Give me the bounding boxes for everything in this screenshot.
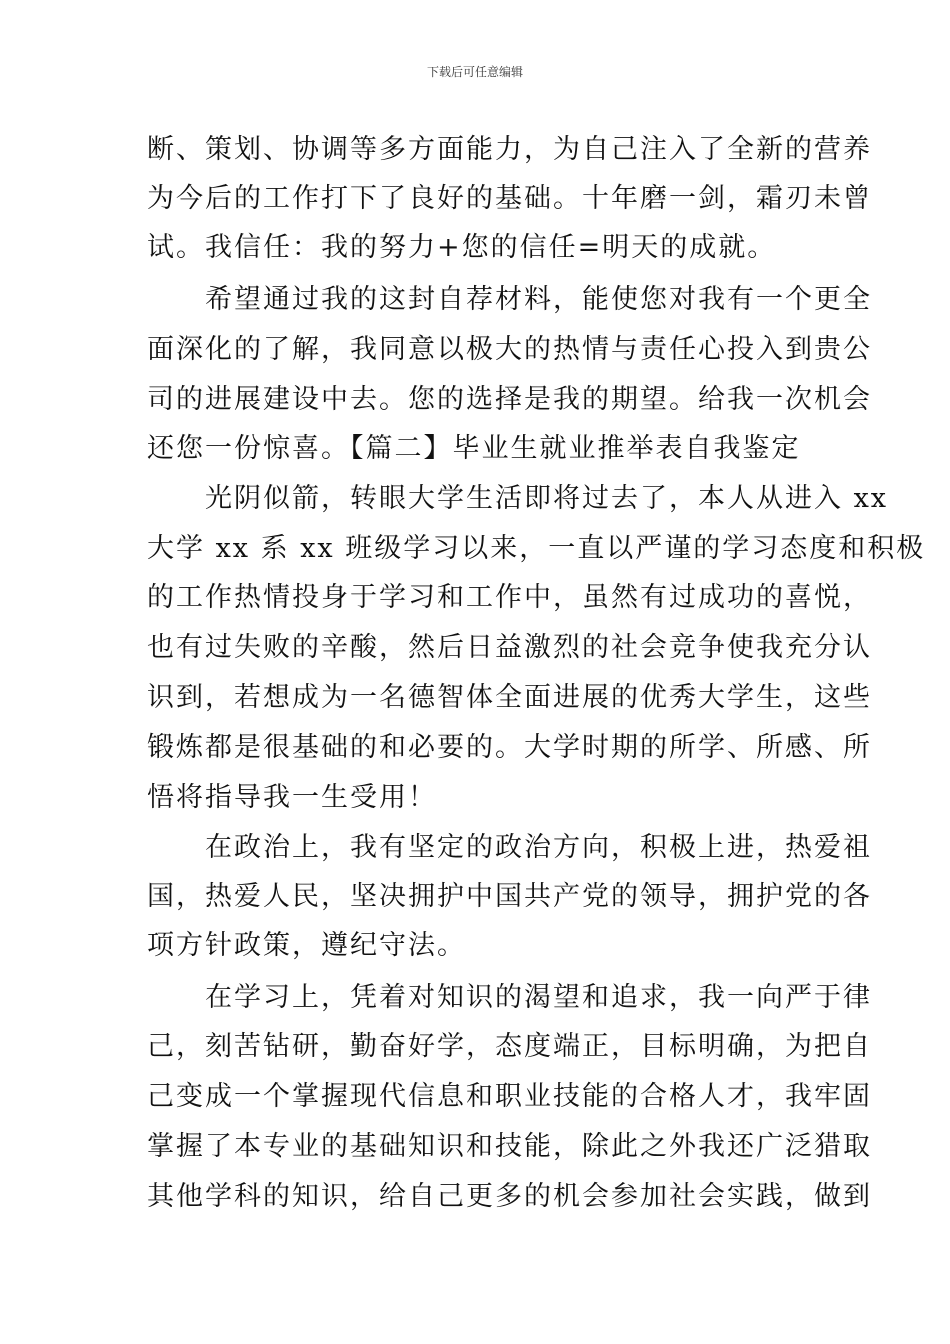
text-line: 悟将指导我一生受用！ <box>147 782 437 813</box>
text-line: 面深化的了解，我同意以极大的热情与责任心投入到贵公 <box>147 334 872 365</box>
page-header: 下载后可任意编辑 <box>426 65 523 79</box>
text-line: 项方针政策，遵纪守法。 <box>147 930 466 961</box>
text-line: 国，热爱人民，坚决拥护中国共产党的领导，拥护党的各 <box>147 881 872 912</box>
text-line: 掌握了本专业的基础知识和技能，除此之外我还广泛猎取 <box>147 1131 872 1162</box>
text-line: 锻炼都是很基础的和必要的。大学时期的所学、所感、所 <box>147 732 872 763</box>
text-line: 断、策划、协调等多方面能力，为自己注入了全新的营养 <box>147 134 872 165</box>
text-line: 也有过失败的辛酸，然后日益激烈的社会竞争使我充分认 <box>147 632 872 663</box>
text-line: 大学 xx 系 xx 班级学习以来，一直以严谨的学习态度和积极 <box>147 533 926 564</box>
text-line: 其他学科的知识，给自己更多的机会参加社会实践，做到 <box>147 1181 872 1212</box>
text-line: 己变成一个掌握现代信息和职业技能的合格人才，我牢固 <box>147 1081 872 1112</box>
text-line: 司的进展建设中去。您的选择是我的期望。给我一次机会 <box>147 384 872 415</box>
text-line: 己，刻苦钻研，勤奋好学，态度端正，目标明确，为把自 <box>147 1031 872 1062</box>
text-line: 希望通过我的这封自荐材料，能使您对我有一个更全 <box>147 284 872 315</box>
text-line: 在学习上，凭着对知识的渴望和追求，我一向严于律 <box>147 982 872 1013</box>
text-line: 还您一份惊喜。【篇二】毕业生就业推举表自我鉴定 <box>147 433 801 464</box>
text-line: 识到，若想成为一名德智体全面进展的优秀大学生，这些 <box>147 682 872 713</box>
text-line: 的工作热情投身于学习和工作中，虽然有过成功的喜悦， <box>147 582 872 613</box>
text-line: 在政治上，我有坚定的政治方向，积极上进，热爱祖 <box>147 832 872 863</box>
text-line: 为今后的工作打下了良好的基础。十年磨一剑，霜刃未曾 <box>147 183 872 214</box>
text-line: 试。我信任：我的努力+您的信任=明天的成就。 <box>147 232 777 263</box>
text-line: 光阴似箭，转眼大学生活即将过去了，本人从进入 xx <box>147 483 889 514</box>
